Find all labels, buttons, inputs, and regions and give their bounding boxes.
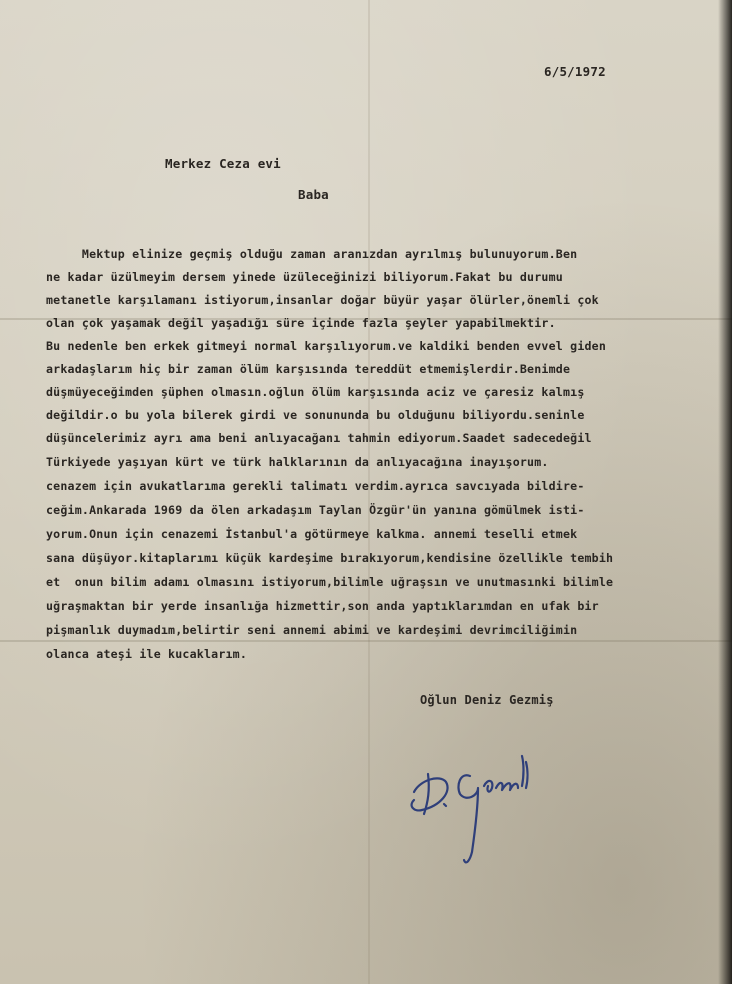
body-line: olan çok yaşamak değil yaşadığı süre içinde fazla şeyler yapabilmektir. (46, 316, 556, 330)
letter-salutation: Baba (298, 187, 329, 202)
handwritten-signature (400, 740, 550, 870)
body-line: cenazem için avukatlarıma gerekli talimatı verdim.ayrıca savcıyada bildire- (46, 479, 585, 493)
letter-signoff: Oğlun Deniz Gezmiş (420, 693, 554, 707)
letter-date: 6/5/1972 (544, 64, 606, 79)
body-line: metanetle karşılamanı istiyorum,insanlar doğar büyür yaşar ölürler,önemli çok (46, 293, 599, 307)
body-line: düşmüyeceğimden şüphen olmasın.oğlun ölüm karşısında aciz ve çaresiz kalmış (46, 385, 585, 399)
body-line: ceğim.Ankarada 1969 da ölen arkadaşım Taylan Özgür'ün yanına gömülmek isti- (46, 503, 585, 517)
body-line: Mektup elinize geçmiş olduğu zaman aranızdan ayrılmış bulunuyorum.Ben (46, 247, 578, 261)
body-line: olanca ateşi ile kucaklarım. (46, 647, 248, 661)
body-line: Türkiyede yaşıyan kürt ve türk halklarının da anlıyacağına inayışorum. (46, 455, 549, 469)
letter-address: Merkez Ceza evi (165, 156, 281, 171)
body-line: Bu nedenle ben erkek gitmeyi normal karşılıyorum.ve kaldiki benden evvel giden (46, 339, 607, 353)
body-line: ne kadar üzülmeyim dersem yinede üzüleceğinizi biliyorum.Fakat bu durumu (46, 270, 563, 284)
body-line: et onun bilim adamı olmasını istiyorum,bilimle uğraşsın ve unutmasınki bilimle (46, 575, 614, 589)
body-line: değildir.o bu yola bilerek girdi ve sonunundа bu olduğunu biliyordu.seninle (46, 408, 585, 422)
body-line: sana düşüyor.kitaplarımı küçük kardeşime bırakıyorum,kendisine özellikle tembih (46, 551, 614, 565)
paper-fold (0, 640, 732, 642)
body-line: pişmanlık duymadım,belirtir seni annemi abimi ve kardeşimi devrimciliğimin (46, 623, 578, 637)
body-line: düşüncelerimiz ayrı ama beni anlıyacağanı tahmin ediyorum.Saadet sadecedeğil (46, 431, 592, 445)
body-line: yorum.Onun için cenazemi İstanbul'a götürmeye kalkma. annemi teselli etmek (46, 527, 578, 541)
body-line: arkadaşlarım hiç bir zaman ölüm karşısında tereddüt etmemişlerdir.Benimde (46, 362, 571, 376)
photo-edge-shadow (718, 0, 732, 984)
body-line: uğraşmaktan bir yerde insanlığa hizmettir,son anda yaptıklarımdan en ufak bir (46, 599, 599, 613)
